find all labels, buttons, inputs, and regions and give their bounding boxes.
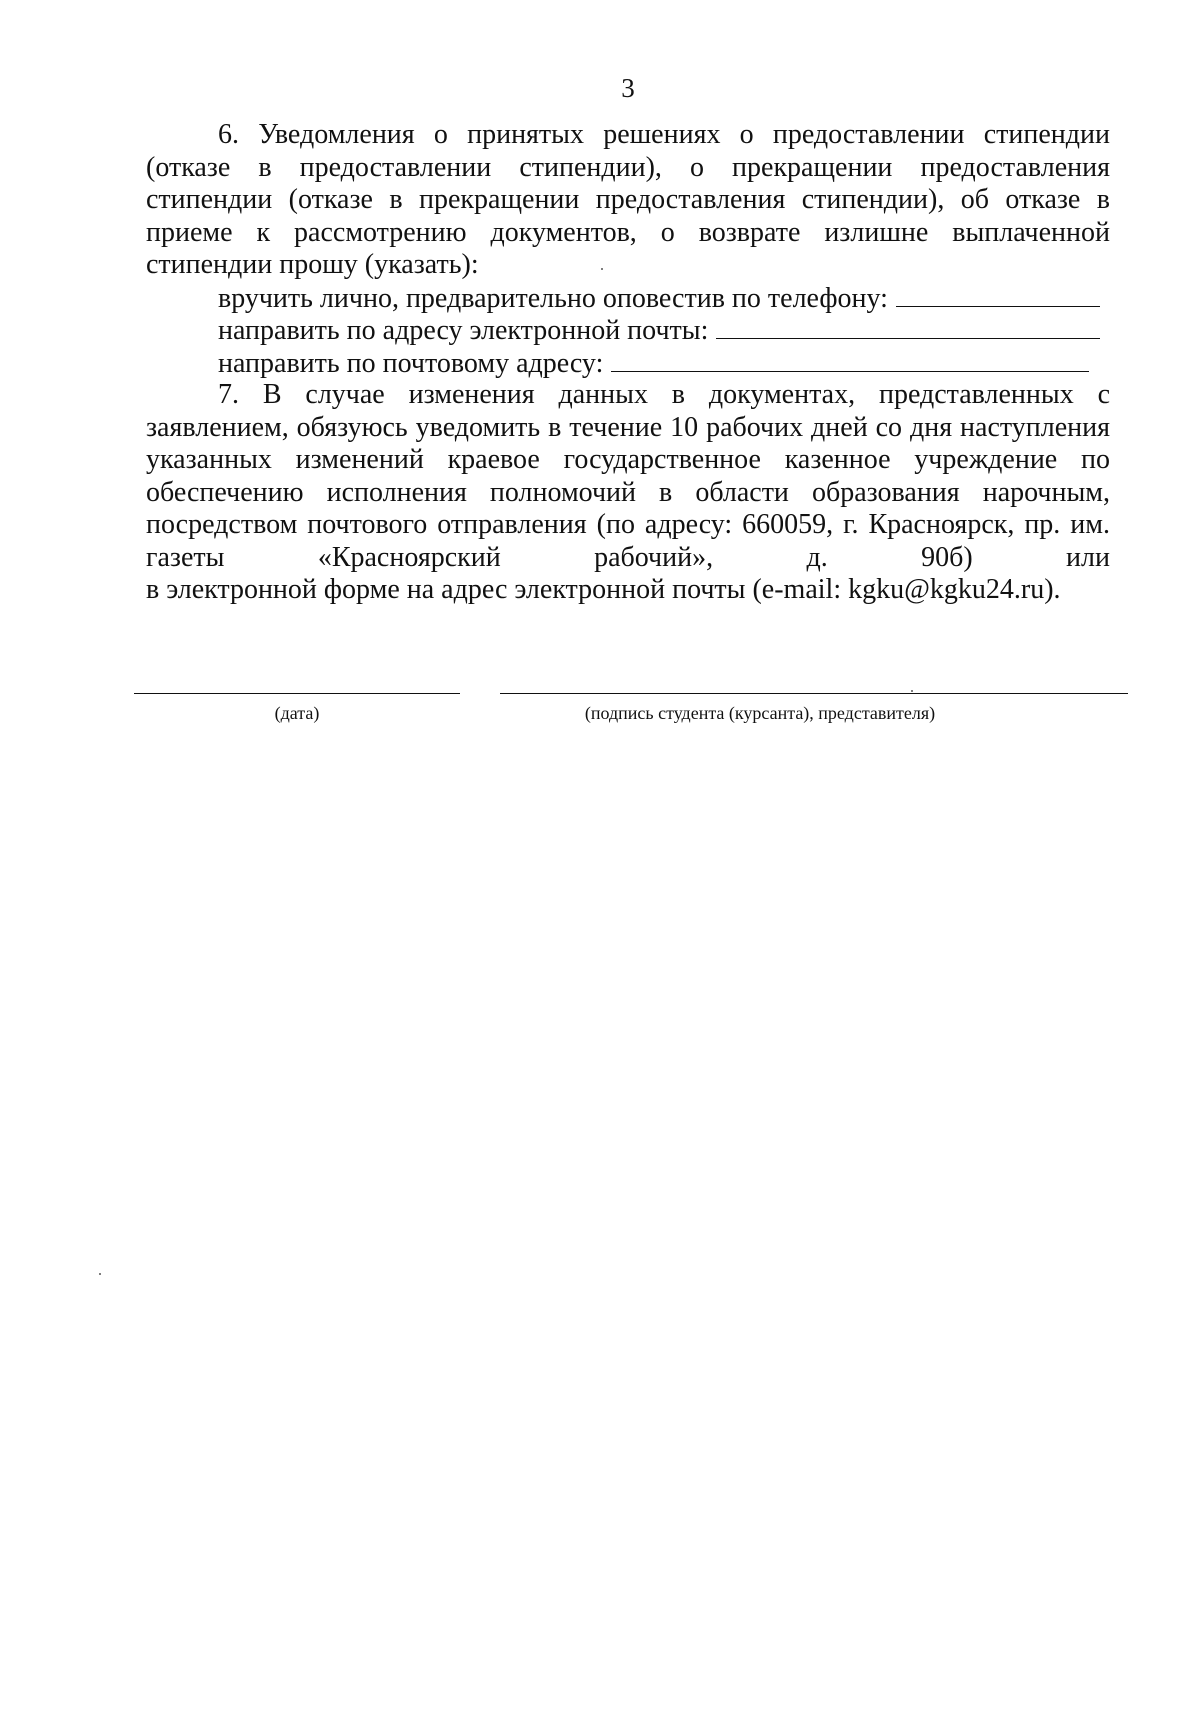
signature-caption: (подпись студента (курсанта), представителя): [584, 703, 936, 723]
signature-line[interactable]: [500, 693, 1128, 694]
option-send-email: [218, 314, 1110, 347]
option-deliver-in-person-label: вручить лично, предварительно оповестив по телефону:: [218, 282, 888, 314]
scan-speck: [601, 268, 603, 270]
date-caption: (дата): [274, 703, 320, 723]
scan-speck: [911, 690, 913, 692]
page-number: 3: [621, 73, 635, 103]
scan-speck: [99, 1273, 101, 1275]
option-send-email-label: направить по адресу электронной почты:: [218, 315, 709, 346]
option-send-post: [218, 347, 1110, 380]
section-6-paragraph: 6. Уведомления о принятых решениях о предоставлении стипендии (отказе в предоставлении стипендии), о прекращении предоставления стипендии (отказе в прекращении предоставления стипендии), об отказе в приеме к рассмотрению документов, о возврате излишне выплаченной: [146, 119, 1110, 248]
postal-address-blank-field[interactable]: [611, 347, 1089, 372]
section-6-paragraph-end: стипендии прошу (указать):: [146, 249, 479, 280]
document-body: [146, 119, 1110, 607]
option-send-post-label: направить по почтовому адресу:: [218, 347, 604, 379]
email-blank-field[interactable]: [716, 314, 1100, 339]
option-deliver-in-person: [218, 282, 1110, 315]
date-line[interactable]: [134, 693, 460, 694]
section-7-paragraph-end: в электронной форме на адрес электронной почты (e-mail: kgku@kgku24.ru).: [146, 574, 1061, 605]
phone-blank-field[interactable]: [896, 282, 1100, 307]
section-7-paragraph: 7. В случае изменения данных в документах, представленных с заявлением, обязуюсь уведомить в течение 10 рабочих дней со дня наступления указанных изменений краевое государственное казенное учреждение по обеспечению исполнения полномочий в области образования нарочным, посредством почтового отправления (по адресу: 660059, г. Красноярск, пр. им. газеты «Красноярский рабочий», д. 90б) или: [146, 379, 1110, 573]
